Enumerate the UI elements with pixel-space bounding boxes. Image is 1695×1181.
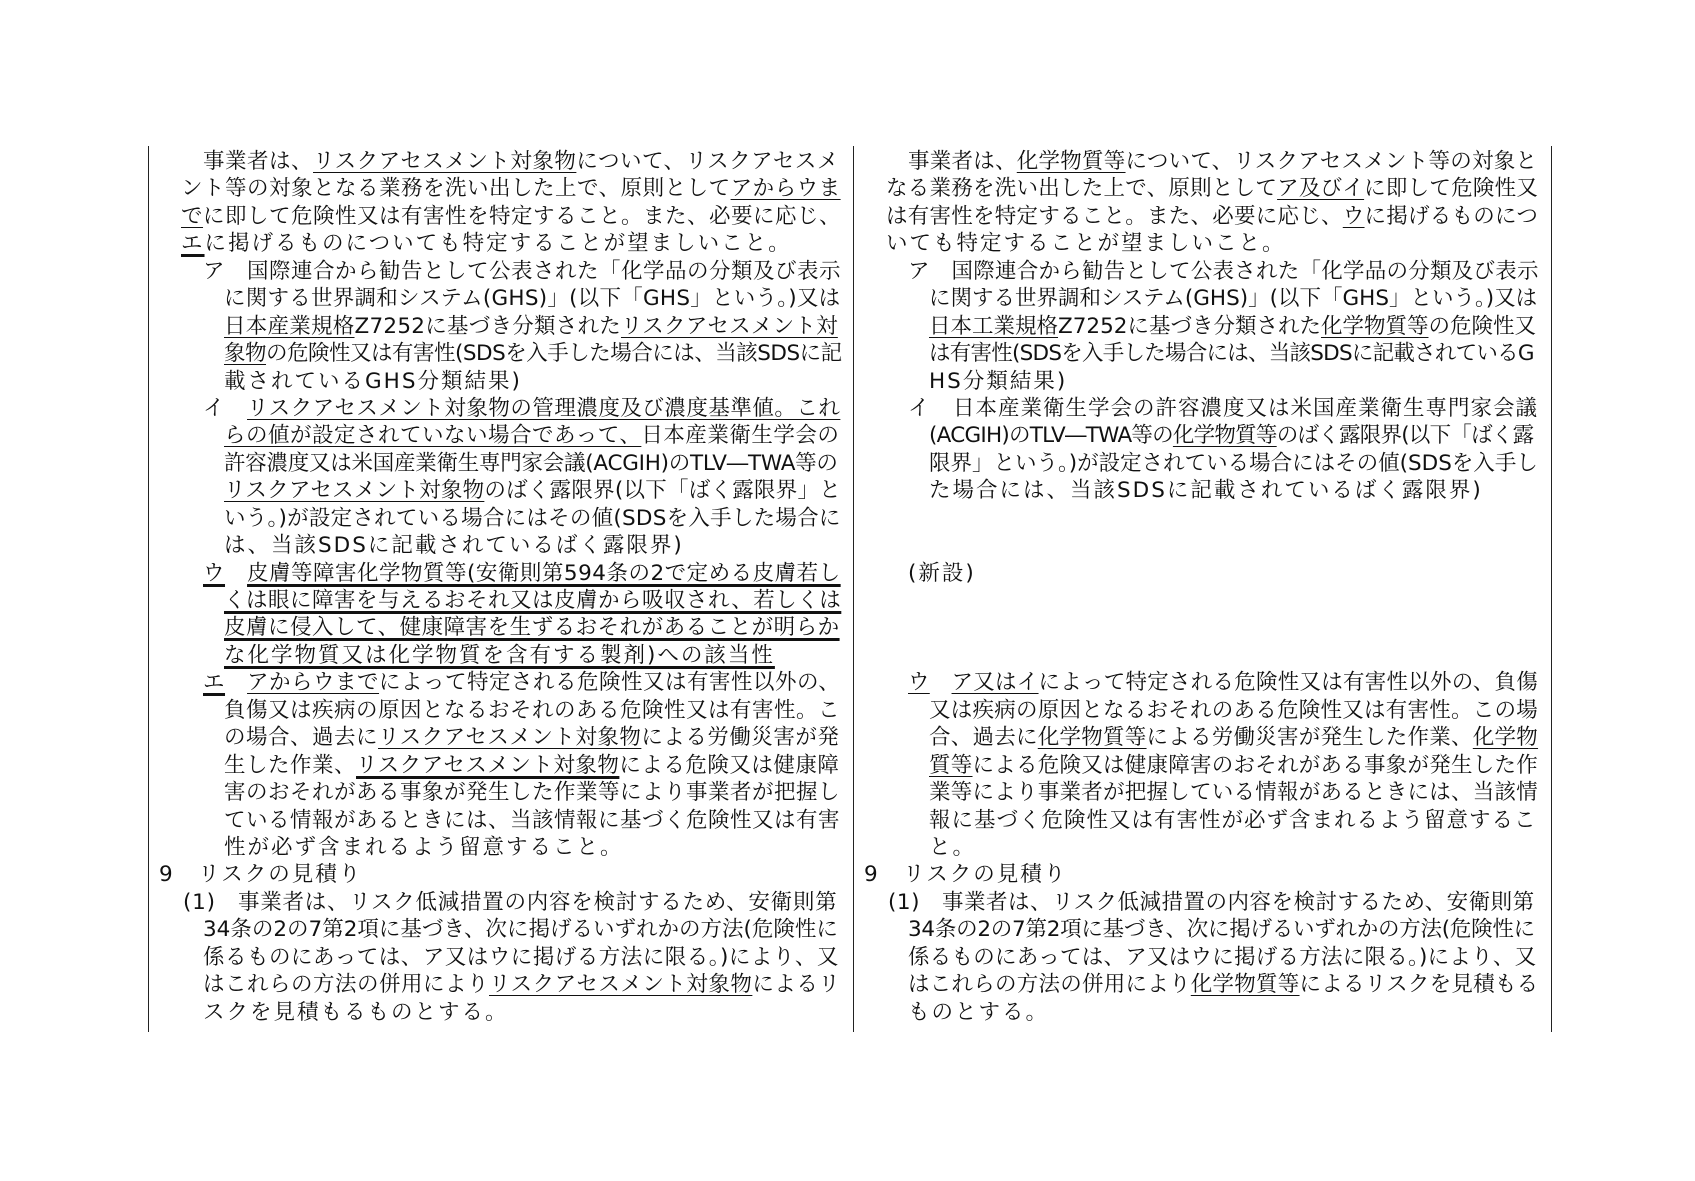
- text-segment: [225, 670, 247, 695]
- text-line: [150, 532, 842, 559]
- underlined-revision-text: 化学物質等: [1037, 725, 1147, 751]
- text-segment: は有害性(SDSを入手した場合には、当該SDSに記載されているG: [929, 341, 1534, 367]
- underlined-revision-text: 化学物質等: [1190, 972, 1300, 998]
- list-item: [855, 395, 1539, 505]
- underlined-revision-text: リスクアセスメント対象物: [489, 972, 753, 998]
- underlined-revision-text: 象物: [224, 341, 267, 367]
- text-line: [855, 258, 1539, 285]
- text-segment: た場合には、当該SDSに記載されているばく露限界): [929, 478, 1483, 504]
- left-border: [148, 146, 149, 1032]
- text-line: [855, 395, 1539, 422]
- underlined-revision-text: 化学物質等: [1016, 149, 1126, 174]
- text-line: [855, 148, 1539, 175]
- new-provision-note: [855, 560, 1539, 587]
- list-item: [855, 258, 1539, 395]
- underlined-revision-text: 日本工業規格: [929, 313, 1059, 339]
- text-line: [150, 477, 842, 504]
- revised-text-column: [150, 148, 848, 1026]
- list-item: [150, 395, 842, 560]
- text-segment: なる業務を洗い出した上で、原則として: [886, 176, 1278, 202]
- underlined-revision-text: ウ: [203, 560, 226, 586]
- section-heading: [150, 861, 842, 888]
- underlined-revision-text: アからウまで: [247, 670, 380, 696]
- text-line: [855, 340, 1539, 367]
- text-line: [150, 861, 842, 888]
- text-segment: に関する世界調和システム(GHS)」(以下「GHS」という。)又は: [224, 286, 841, 312]
- text-segment: イ: [203, 395, 248, 421]
- text-line: [855, 477, 1539, 504]
- text-line: [150, 971, 842, 998]
- text-line: [855, 422, 1539, 449]
- text-line: [855, 944, 1539, 971]
- text-segment: に即して危険性又: [1364, 176, 1539, 202]
- text-line: [855, 861, 1539, 888]
- text-segment: の危険性又: [1428, 313, 1536, 339]
- text-line: [855, 313, 1539, 340]
- underlined-revision-text: 皮膚等障害化学物質等(安衛則第594条の2で定める皮膚若し: [247, 560, 841, 586]
- text-line: [150, 834, 842, 861]
- text-segment: ント等の対象となる業務を洗い出した上で、原則として: [181, 176, 731, 202]
- underlined-revision-text: リスクアセスメント対象物: [356, 752, 620, 778]
- text-line: [150, 505, 842, 532]
- underlined-revision-text: 化学物質等: [1320, 313, 1429, 339]
- list-item: [150, 560, 842, 670]
- underlined-revision-text: 皮膚に侵入して、健康障害を生ずるおそれがあることが明らか: [224, 615, 840, 641]
- text-line: [855, 560, 1539, 587]
- text-line: [855, 203, 1539, 230]
- text-segment: による危険又は健康障: [619, 752, 840, 778]
- text-line: [855, 285, 1539, 312]
- text-segment: (1) 事業者は、リスク低減措置の内容を検討するため、安衛則第: [183, 889, 838, 915]
- text-segment: によるリスクを見積もる: [1299, 972, 1539, 998]
- text-segment: 9 リスクの見積り: [159, 862, 363, 888]
- underlined-revision-text: な化学物質又は化学物質を含有する製剤)への該当性: [224, 642, 775, 668]
- text-line: [150, 752, 842, 779]
- text-line: [150, 560, 842, 587]
- underlined-revision-text: エ: [203, 670, 226, 696]
- text-line: [150, 203, 842, 230]
- text-segment: 許容濃度又は米国産業衛生専門家会議(ACGIH)のTLV―TWA等の: [224, 450, 838, 476]
- underlined-revision-text: ア又はイ: [951, 670, 1039, 696]
- text-line: [855, 230, 1539, 257]
- text-line: [855, 779, 1539, 806]
- list-item: [150, 258, 842, 395]
- underlined-revision-text: で: [181, 203, 204, 229]
- text-line: [855, 834, 1539, 861]
- underlined-revision-text: リスクアセスメント対: [620, 313, 838, 339]
- text-line: [150, 450, 842, 477]
- underlined-revision-text: ウ: [908, 670, 930, 696]
- text-line: [150, 340, 842, 367]
- text-segment: は、当該SDSに記載されているばく露限界): [224, 533, 684, 559]
- text-segment: による労働災害が発生した作業、: [1146, 725, 1473, 751]
- text-segment: に掲げるものについても特定することが望ましいこと。: [204, 231, 792, 257]
- text-line: [855, 971, 1539, 998]
- text-segment: のばく露限界(以下「ばく露限界」と: [484, 478, 841, 504]
- text-segment: ものとする。: [908, 999, 1050, 1025]
- text-line: [855, 752, 1539, 779]
- text-segment: によって特定される危険性又は有害性以外の、: [379, 670, 841, 696]
- underlined-revision-text: リスクアセスメント対象物: [224, 478, 485, 504]
- text-line: [855, 450, 1539, 477]
- text-segment: [930, 670, 952, 695]
- text-segment: スクを見積もるものとする。: [203, 999, 509, 1025]
- text-segment: のばく露限界(以下「ばく露: [1276, 423, 1534, 449]
- underlined-revision-text: 化学物質等: [1172, 423, 1277, 449]
- text-segment: 害のおそれがある事象が発生した作業等により事業者が把握し: [224, 780, 841, 806]
- underlined-revision-text: リスクアセスメント対象物: [313, 149, 577, 174]
- text-segment: 合、過去に: [929, 725, 1038, 751]
- underlined-revision-text: らの値が設定されていない場合であって、: [224, 423, 642, 449]
- paragraph: [855, 148, 1539, 258]
- subsection: [150, 889, 842, 1026]
- text-segment: ア 国際連合から勧告として公表された「化学品の分類及び表示: [908, 258, 1539, 284]
- text-segment: 報に基づく危険性又は有害性が必ず含まれるよう留意するこ: [929, 807, 1537, 833]
- text-segment: 性が必ず含まれるよう留意すること。: [224, 834, 624, 860]
- underlined-revision-text: くは眼に障害を与えるおそれ又は皮膚から吸収され、若しくは: [224, 588, 842, 613]
- text-segment: 34条の2の7第2項に基づき、次に掲げるいずれかの方法(危険性に: [908, 917, 1535, 943]
- text-line: [150, 999, 842, 1026]
- text-segment: はこれらの方法の併用により: [908, 972, 1191, 998]
- text-segment: によって特定される危険性又は有害性以外の、負傷: [1038, 670, 1538, 696]
- text-line: [855, 916, 1539, 943]
- text-segment: による労働災害が発: [641, 725, 840, 751]
- text-line: [150, 587, 842, 614]
- text-line: [150, 148, 842, 175]
- underlined-revision-text: アからウま: [730, 176, 841, 202]
- text-segment: 日本産業衛生学会の: [641, 423, 840, 449]
- text-segment: ア 国際連合から勧告として公表された「化学品の分類及び表示: [203, 258, 842, 284]
- text-segment: 9 リスクの見積り: [864, 862, 1068, 888]
- text-segment: Z7252に基づき分類された: [354, 313, 621, 339]
- text-segment: について、リスクアセスメント等の対象と: [1125, 149, 1538, 174]
- text-segment: (ACGIH)のTLV―TWA等の: [929, 423, 1173, 449]
- text-segment: (1) 事業者は、リスク低減措置の内容を検討するため、安衛則第: [888, 889, 1535, 915]
- text-segment: Z7252に基づき分類された: [1058, 313, 1321, 339]
- text-line: [150, 614, 842, 641]
- text-segment: は有害性を特定すること。また、必要に応じ、: [886, 203, 1343, 229]
- text-segment: 係るものにあっては、ア又はウに掲げる方法に限る。)により、又: [203, 944, 839, 970]
- text-segment: 載されているGHS分類結果): [224, 368, 522, 394]
- text-line: [150, 422, 842, 449]
- underlined-revision-text: 化学物: [1472, 725, 1539, 751]
- text-segment: について、リスクアセスメ: [576, 149, 839, 174]
- text-segment: 負傷又は疾病の原因となるおそれのある危険性又は有害性。こ: [224, 697, 841, 723]
- text-line: [150, 230, 842, 257]
- text-segment: 限界」という。)が設定されている場合にはその値(SDSを入手し: [929, 450, 1538, 476]
- text-segment: の危険性又は有害性(SDSを入手した場合には、当該SDSに記: [266, 341, 842, 367]
- text-line: [855, 175, 1539, 202]
- text-line: [855, 669, 1539, 696]
- right-border: [1551, 146, 1552, 1032]
- paragraph: [150, 148, 842, 258]
- text-segment: 34条の2の7第2項に基づき、次に掲げるいずれかの方法(危険性に: [203, 917, 838, 943]
- text-segment: ている情報があるときには、当該情報に基づく危険性又は有害: [224, 807, 841, 833]
- text-line: [855, 697, 1539, 724]
- text-segment: に関する世界調和システム(GHS)」(以下「GHS」という。)又は: [929, 286, 1538, 312]
- text-line: [855, 889, 1539, 916]
- text-segment: 係るものにあっては、ア又はウに掲げる方法に限る。)により、又: [908, 944, 1537, 970]
- text-line: [150, 916, 842, 943]
- text-segment: の場合、過去に: [224, 725, 379, 751]
- underlined-revision-text: 質等: [929, 752, 973, 778]
- text-segment: に掲げるものにつ: [1364, 203, 1539, 229]
- text-segment: いう。)が設定されている場合にはその値(SDSを入手した場合に: [224, 505, 841, 531]
- text-segment: はこれらの方法の併用により: [203, 972, 490, 998]
- text-segment: [225, 561, 247, 586]
- text-line: [855, 724, 1539, 751]
- underlined-revision-text: リスクアセスメント対象物: [378, 725, 642, 751]
- subsection: [855, 889, 1539, 1026]
- current-text-column: [855, 148, 1545, 1026]
- text-segment: 又は疾病の原因となるおそれのある危険性又は有害性。この場: [929, 697, 1539, 723]
- text-segment: によるリ: [752, 972, 841, 998]
- text-segment: による危険又は健康障害のおそれがある事象が発生した作: [972, 752, 1539, 778]
- underlined-revision-text: ア及びイ: [1277, 176, 1365, 202]
- text-segment: イ 日本産業衛生学会の許容濃度又は米国産業衛生専門家会議: [908, 395, 1539, 421]
- text-line: [150, 395, 842, 422]
- text-segment: に即して危険性又は有害性を特定すること。また、必要に応じ、: [203, 203, 842, 229]
- center-divider: [853, 146, 854, 1032]
- text-segment: (新設): [908, 560, 976, 586]
- underlined-revision-text: 日本産業規格: [224, 313, 355, 339]
- text-line: [855, 999, 1539, 1026]
- text-line: [150, 697, 842, 724]
- list-item: [855, 669, 1539, 861]
- text-line: [150, 642, 842, 669]
- text-segment: 事業者は、: [908, 149, 1017, 174]
- list-item: [150, 669, 842, 861]
- text-segment: と。: [929, 834, 977, 860]
- text-segment: HS分類結果): [929, 368, 1068, 394]
- text-line: [855, 807, 1539, 834]
- text-line: [150, 368, 842, 395]
- text-line: [150, 807, 842, 834]
- text-line: [150, 313, 842, 340]
- text-line: [150, 779, 842, 806]
- section-heading: [855, 861, 1539, 888]
- text-segment: 事業者は、: [203, 149, 314, 174]
- text-line: [150, 285, 842, 312]
- text-segment: 生した作業、: [224, 752, 357, 778]
- text-line: [150, 944, 842, 971]
- text-line: [150, 889, 842, 916]
- underlined-revision-text: ウ: [1342, 203, 1365, 229]
- text-segment: 業等により事業者が把握している情報があるときには、当該情: [929, 780, 1539, 806]
- text-line: [150, 724, 842, 751]
- text-line: [150, 669, 842, 696]
- text-segment: いても特定することが望ましいこと。: [886, 231, 1286, 257]
- underlined-revision-text: リスクアセスメント対象物の管理濃度及び濃度基準値。これ: [247, 395, 841, 421]
- text-line: [150, 175, 842, 202]
- underlined-revision-text: エ: [181, 231, 205, 257]
- text-line: [855, 368, 1539, 395]
- text-line: [150, 258, 842, 285]
